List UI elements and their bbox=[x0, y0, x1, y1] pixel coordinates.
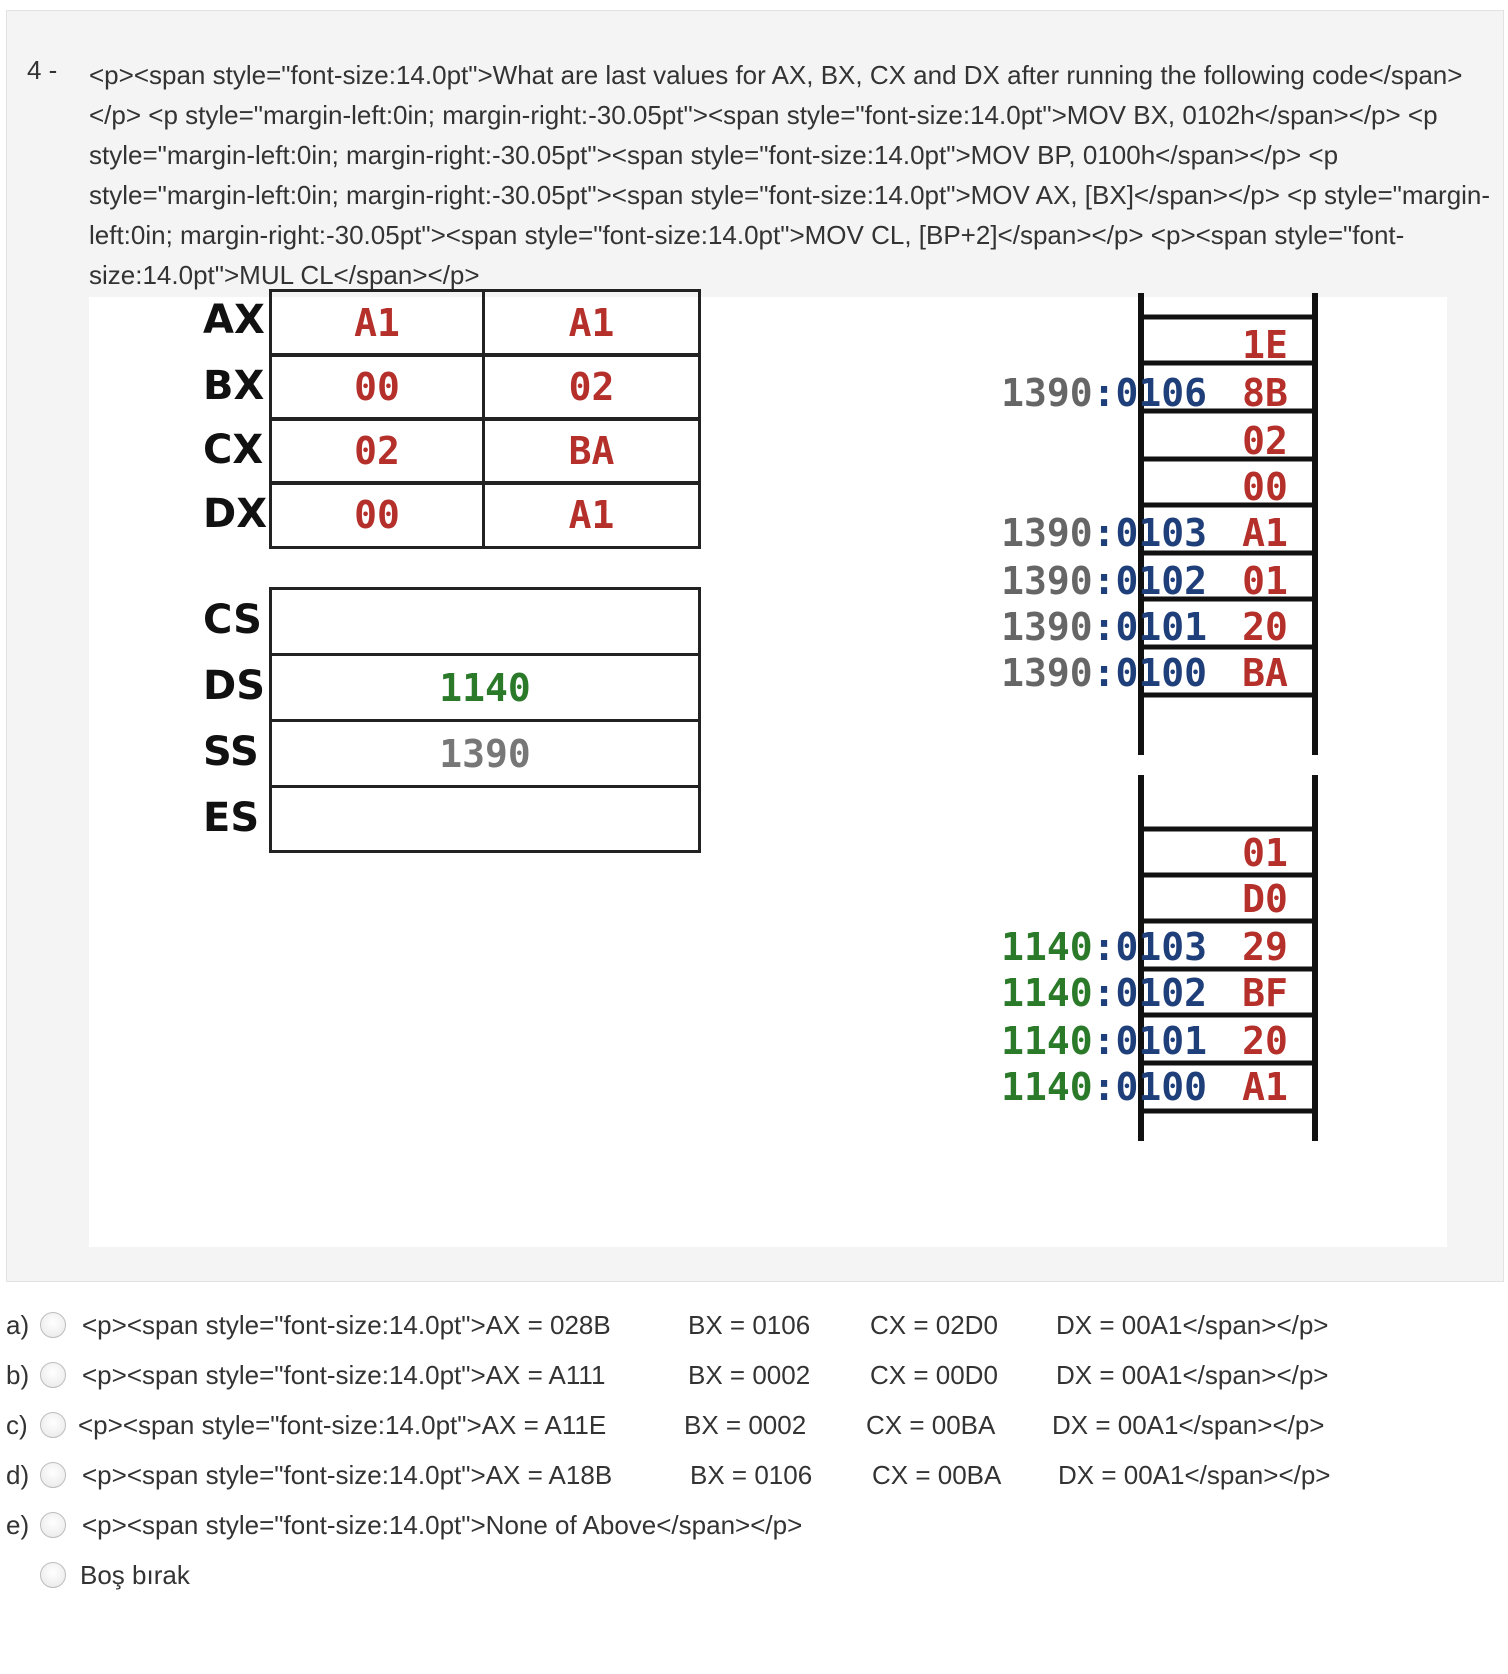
option-letter: e) bbox=[6, 1510, 30, 1540]
data-memory-cell: 20 bbox=[1242, 1019, 1288, 1063]
radio-button[interactable] bbox=[40, 1312, 66, 1338]
option-cx-text: CX = 02D0 bbox=[870, 1310, 998, 1340]
question-text: <p><span style="font-size:14.0pt">What are last values for AX, BX, CX and DX after running the following code</span></p> <p style="margin-left:0in; margin-right:-30.05pt"><span style="font-size:14.0pt">MOV BX, 0102h</span></p> <p style="margin-left:0in; margin-right:-30.05pt"><span style="font-size:14.0pt">MOV BP, 0100h</span></p> <p style="margin-left:0in; margin-right:-30.05pt"><span style="font-size:14.0pt">MOV AX, [BX]</span></p> <p style="margin-left:0in; margin-right:-30.05pt"><span style="font-size:14.0pt">MOV CL, [BP+2]</span></p> <p><span style="font-size:14.0pt">MUL CL</span></p> bbox=[89, 60, 1491, 290]
register-dx-high: 00 bbox=[272, 484, 485, 546]
stack-memory-cell: 20 bbox=[1242, 605, 1288, 649]
stack-address-label: 1390:0106 bbox=[1001, 371, 1207, 415]
radio-button[interactable] bbox=[40, 1462, 66, 1488]
stack-memory-cell: 1E bbox=[1242, 323, 1288, 367]
option-cx-text: CX = 00D0 bbox=[870, 1360, 998, 1390]
register-dx-low: A1 bbox=[568, 493, 615, 537]
stack-address-label: 1390:0103 bbox=[1001, 511, 1207, 555]
register-ax-row bbox=[269, 289, 701, 357]
option-bx-text: BX = 0106 bbox=[690, 1460, 813, 1490]
answer-option-c[interactable] bbox=[0, 1400, 1500, 1450]
segment-label-ss: SS bbox=[203, 729, 259, 775]
option-bx-text: BX = 0002 bbox=[684, 1410, 807, 1440]
option-bx-text: BX = 0002 bbox=[688, 1360, 811, 1390]
register-label-cx: CX bbox=[203, 427, 264, 473]
option-letter: c) bbox=[6, 1410, 28, 1440]
option-letter: b) bbox=[6, 1360, 30, 1390]
register-cx-low: BA bbox=[568, 429, 615, 473]
data-address-label: 1140:0101 bbox=[1001, 1019, 1207, 1063]
register-label-dx: DX bbox=[203, 491, 268, 537]
segment-registers-table bbox=[269, 587, 701, 853]
answer-option-a[interactable] bbox=[0, 1300, 1500, 1350]
option-ax-text: <p><span style="font-size:14.0pt">AX = A111 bbox=[82, 1360, 606, 1390]
answer-option-leave-blank[interactable] bbox=[0, 1550, 1500, 1600]
option-letter: d) bbox=[6, 1460, 30, 1490]
register-ax-low: A1 bbox=[568, 301, 615, 345]
data-memory-cell: BF bbox=[1242, 971, 1288, 1015]
stack-memory-cell: A1 bbox=[1242, 511, 1288, 555]
data-address-label: 1140:0100 bbox=[1001, 1065, 1207, 1109]
register-bx-row bbox=[269, 353, 701, 421]
option-bx-text: BX = 0106 bbox=[688, 1310, 811, 1340]
stack-address-label: 1390:0102 bbox=[1001, 559, 1207, 603]
option-dx-text: DX = 00A1</span></p> bbox=[1056, 1360, 1329, 1390]
register-label-bx: BX bbox=[203, 363, 265, 409]
segment-es-value bbox=[272, 788, 698, 850]
data-memory-cell: 29 bbox=[1242, 925, 1288, 969]
register-cx-high: 02 bbox=[272, 420, 485, 482]
option-ax-text: <p><span style="font-size:14.0pt">AX = A18B bbox=[82, 1460, 613, 1490]
option-dx-text: DX = 00A1</span></p> bbox=[1052, 1410, 1325, 1440]
option-letter: a) bbox=[6, 1310, 30, 1340]
question-panel bbox=[6, 10, 1504, 1282]
option-leave-blank-label: Boş bırak bbox=[80, 1560, 190, 1590]
radio-button[interactable] bbox=[40, 1412, 66, 1438]
stack-memory-cell: 00 bbox=[1242, 465, 1288, 509]
stack-address-label: 1390:0101 bbox=[1001, 605, 1207, 649]
option-ax-text: <p><span style="font-size:14.0pt">AX = 028B bbox=[82, 1310, 611, 1340]
segment-ss-value: 1390 bbox=[272, 722, 698, 788]
option-cx-text: CX = 00BA bbox=[866, 1410, 996, 1440]
segment-label-cs: CS bbox=[203, 597, 262, 643]
register-label-ax: AX bbox=[203, 297, 265, 343]
answer-option-b[interactable] bbox=[0, 1350, 1500, 1400]
segment-cs-value bbox=[272, 590, 698, 656]
register-ax-high: A1 bbox=[272, 292, 485, 354]
data-address-label: 1140:0103 bbox=[1001, 925, 1207, 969]
question-number: 4 - bbox=[27, 55, 58, 85]
register-cx-row bbox=[269, 417, 701, 485]
register-dx-row bbox=[269, 481, 701, 549]
data-memory-cell: 01 bbox=[1242, 831, 1288, 875]
segment-label-ds: DS bbox=[203, 663, 266, 709]
data-address-label: 1140:0102 bbox=[1001, 971, 1207, 1015]
segment-label-es: ES bbox=[203, 795, 260, 841]
stack-address-label: 1390:0100 bbox=[1001, 651, 1207, 695]
option-dx-text: DX = 00A1</span></p> bbox=[1058, 1460, 1331, 1490]
stack-memory-cell: 8B bbox=[1242, 371, 1288, 415]
answer-option-d[interactable] bbox=[0, 1450, 1500, 1500]
option-cx-text: CX = 00BA bbox=[872, 1460, 1002, 1490]
question-figure bbox=[89, 297, 1447, 1247]
segment-ds-value: 1140 bbox=[272, 656, 698, 722]
answer-option-e[interactable] bbox=[0, 1500, 1500, 1550]
data-memory-cell: D0 bbox=[1242, 877, 1288, 921]
stack-memory-cell: BA bbox=[1242, 651, 1288, 695]
stack-memory-cell: 01 bbox=[1242, 559, 1288, 603]
radio-button[interactable] bbox=[40, 1512, 66, 1538]
stack-memory-cell: 02 bbox=[1242, 419, 1288, 463]
register-bx-high: 00 bbox=[272, 356, 485, 418]
option-dx-text: DX = 00A1</span></p> bbox=[1056, 1310, 1329, 1340]
data-memory-cell: A1 bbox=[1242, 1065, 1288, 1109]
option-ax-text: <p><span style="font-size:14.0pt">AX = A11E bbox=[78, 1410, 607, 1440]
option-ax-text: <p><span style="font-size:14.0pt">None of Above</span></p> bbox=[82, 1510, 803, 1540]
radio-button[interactable] bbox=[40, 1562, 66, 1588]
radio-button[interactable] bbox=[40, 1362, 66, 1388]
register-bx-low: 02 bbox=[568, 365, 615, 409]
